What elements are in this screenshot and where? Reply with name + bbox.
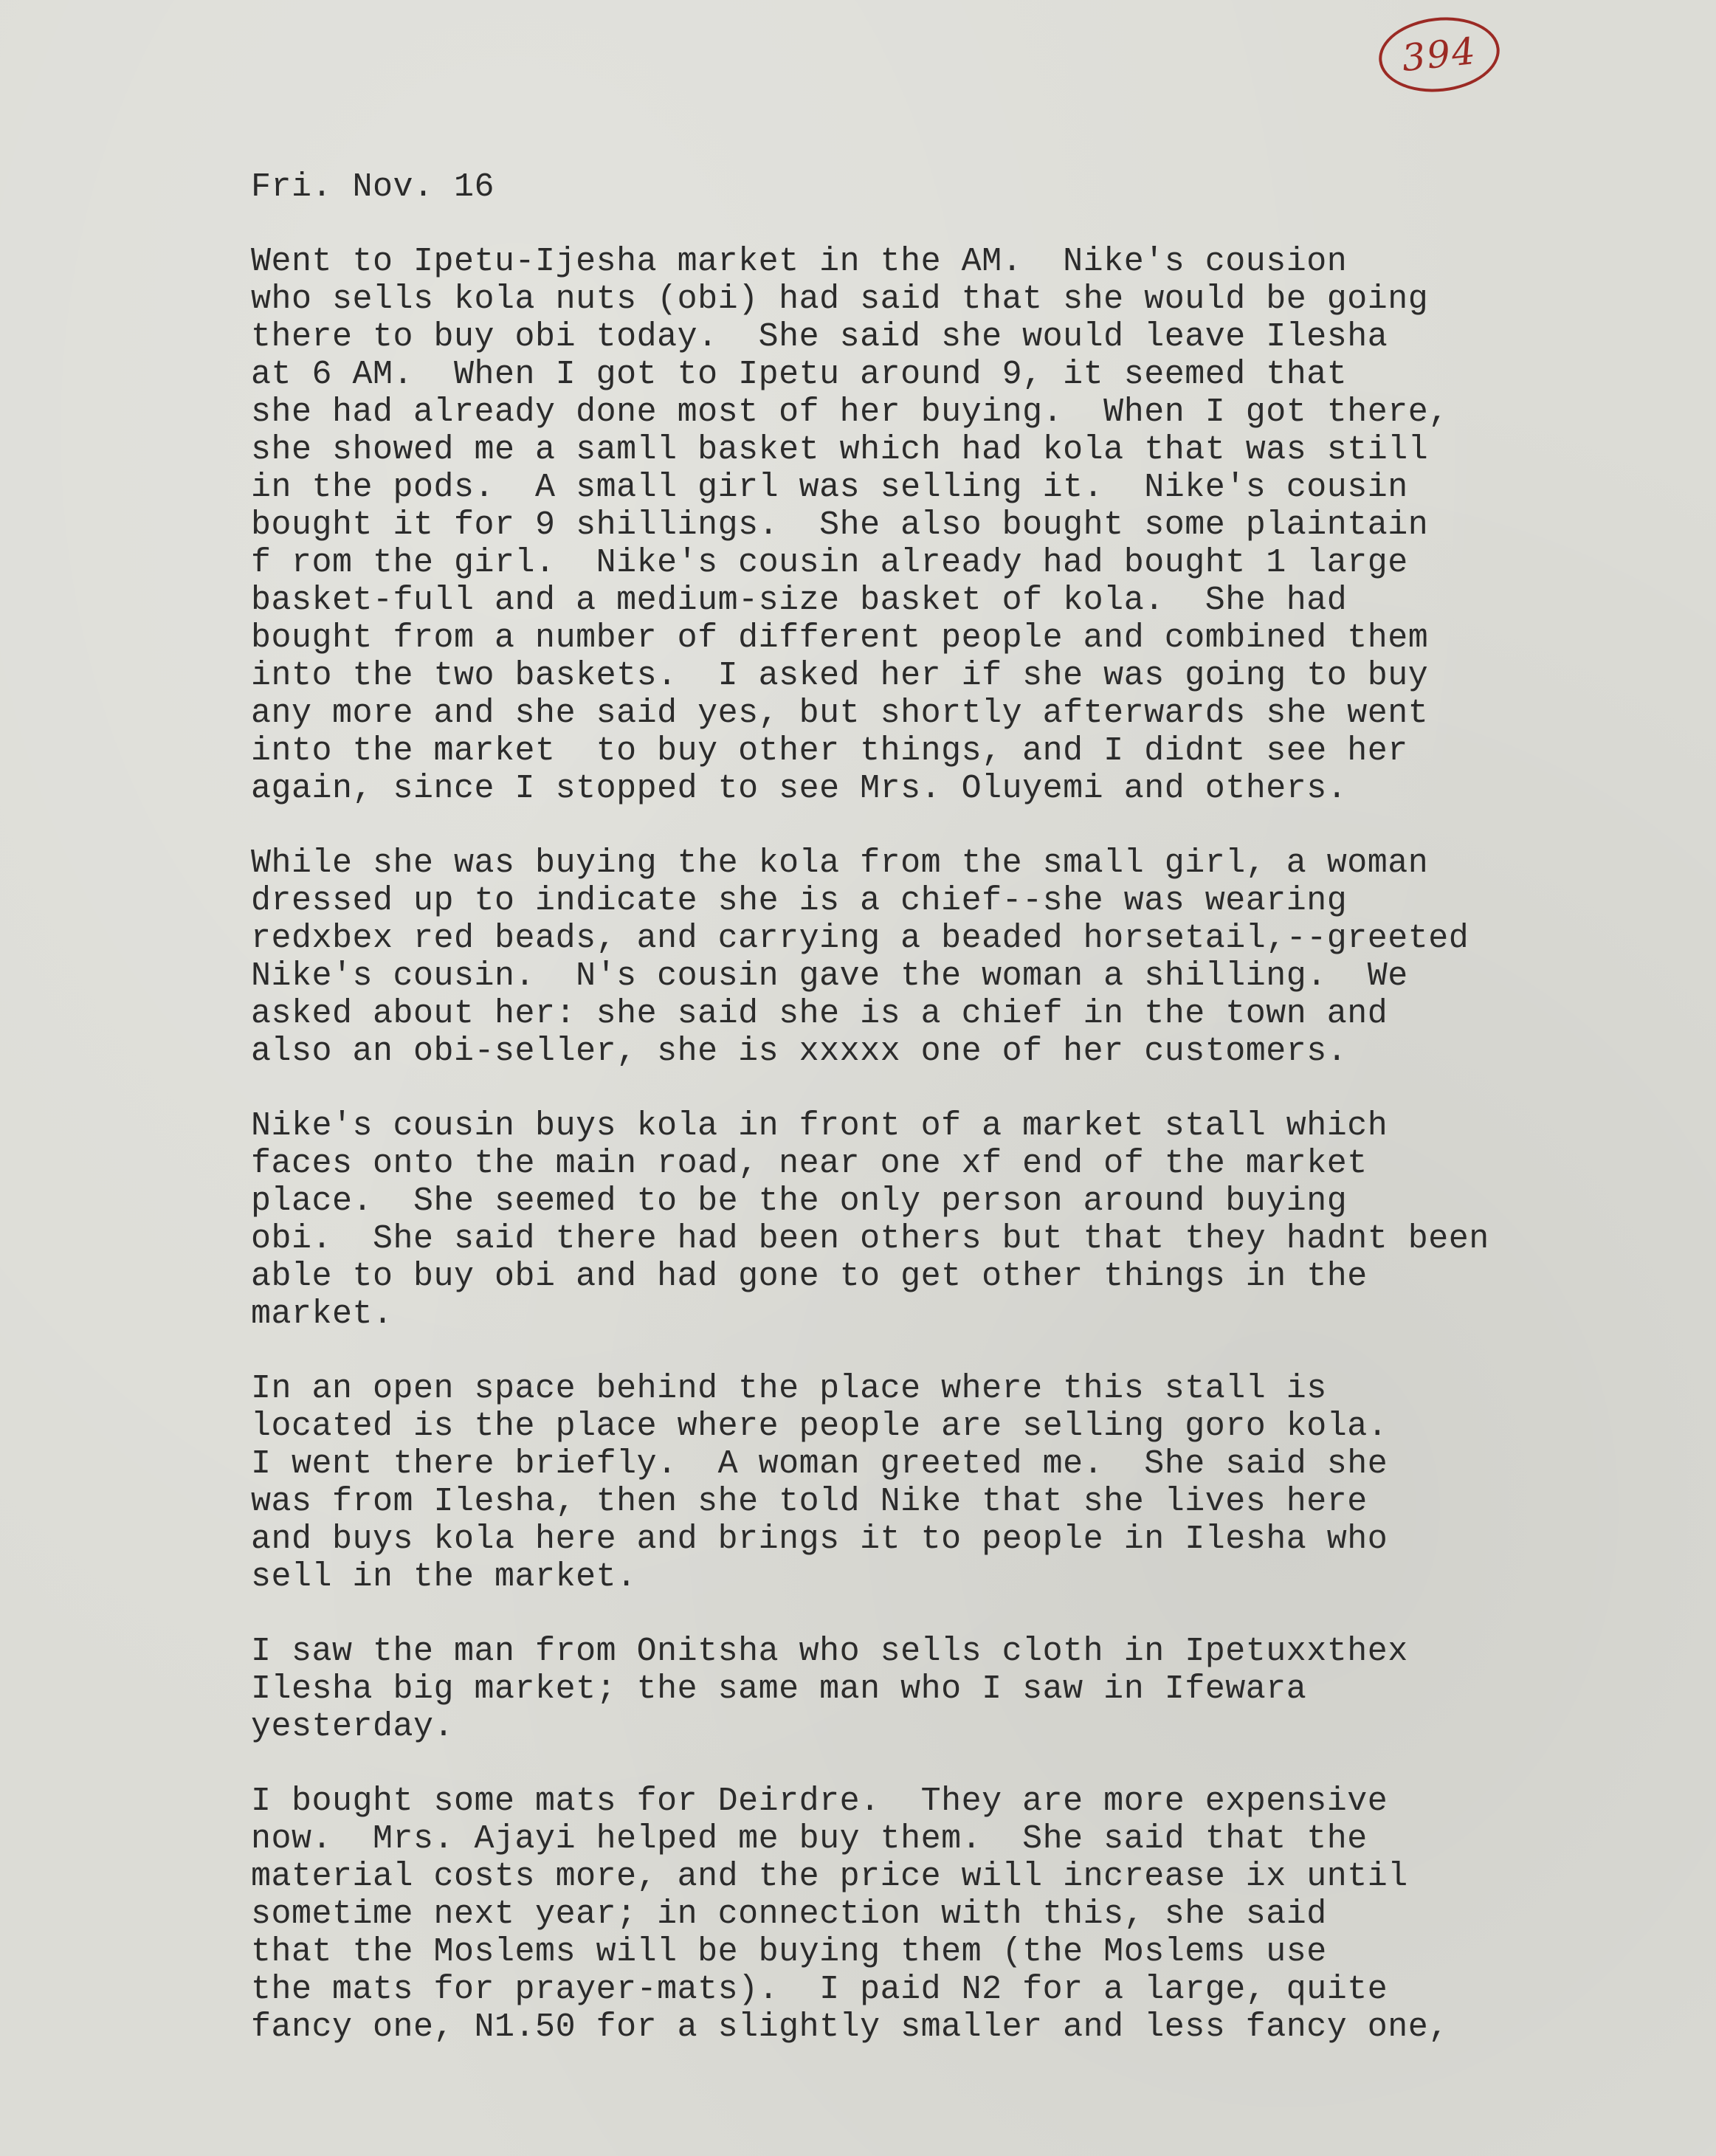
text-line: now. Mrs. Ajayi helped me buy them. She said that the: [251, 1820, 1368, 1858]
text-line: material costs more, and the price will increase ix until: [251, 1858, 1408, 1895]
text-line: faces onto the main road, near one xf end of the market: [251, 1145, 1368, 1182]
text-line: was from Ilesha, then she told Nike that she lives here: [251, 1483, 1368, 1520]
typed-text-block: [251, 168, 1698, 2083]
text-line: there to buy obi today. She said she would leave Ilesha: [251, 318, 1388, 356]
paragraph: [251, 1370, 1698, 1596]
paragraph: [251, 844, 1698, 1070]
paragraph: [251, 243, 1698, 807]
date-heading: Fri. Nov. 16: [251, 168, 495, 206]
text-line: located is the place where people are selling goro kola.: [251, 1408, 1388, 1445]
text-line: sell in the market.: [251, 1558, 637, 1596]
text-line: place. She seemed to be the only person around buying: [251, 1182, 1348, 1220]
text-line: f rom the girl. Nike's cousin already had bought 1 large: [251, 544, 1408, 582]
text-line: I bought some mats for Deirdre. They are more expensive: [251, 1783, 1388, 1820]
text-line: Ilesha big market; the same man who I saw in Ifewara: [251, 1670, 1307, 1708]
text-line: she had already done most of her buying. When I got there,: [251, 393, 1449, 431]
text-line: any more and she said yes, but shortly afterwards she went: [251, 695, 1429, 732]
page-number-circle: 394: [1375, 12, 1503, 98]
paragraph: [251, 1783, 1698, 2046]
text-line: obi. She said there had been others but that they hadnt been: [251, 1220, 1489, 1258]
text-line: basket-full and a medium-size basket of kola. She had: [251, 582, 1348, 619]
text-line: I went there briefly. A woman greeted me. She said she: [251, 1445, 1388, 1483]
text-line: yesterday.: [251, 1708, 455, 1746]
text-line: that the Moslems will be buying them (the Moslems use: [251, 1933, 1327, 1971]
text-line: able to buy obi and had gone to get other things in the: [251, 1258, 1368, 1295]
text-line: in the pods. A small girl was selling it. Nike's cousin: [251, 469, 1408, 506]
text-line: she showed me a samll basket which had kola that was still: [251, 431, 1429, 469]
text-line: and buys kola here and brings it to people in Ilesha who: [251, 1520, 1388, 1558]
text-line: Nike's cousin buys kola in front of a market stall which: [251, 1107, 1388, 1145]
text-line: sometime next year; in connection with this, she said: [251, 1895, 1327, 1933]
text-line: again, since I stopped to see Mrs. Oluyemi and others.: [251, 770, 1348, 807]
text-line: Nike's cousin. N's cousin gave the woman a shilling. We: [251, 957, 1408, 995]
text-line: While she was buying the kola from the small girl, a woman: [251, 844, 1429, 882]
text-line: bought from a number of different people and combined them: [251, 619, 1429, 657]
text-line: Went to Ipetu-Ijesha market in the AM. Nike's cousion: [251, 243, 1348, 280]
text-line: who sells kola nuts (obi) had said that she would be going: [251, 280, 1429, 318]
text-line: the mats for prayer-mats). I paid N2 for a large, quite: [251, 1971, 1388, 2008]
paragraph: [251, 1633, 1698, 1746]
text-line: market.: [251, 1295, 393, 1333]
paragraph: [251, 1107, 1698, 1333]
text-line: fancy one, N1.50 for a slightly smaller and less fancy one,: [251, 2008, 1449, 2046]
text-line: I saw the man from Onitsha who sells cloth in Ipetuxxthex: [251, 1633, 1408, 1670]
text-line: into the market to buy other things, and I didnt see her: [251, 732, 1408, 770]
text-line: In an open space behind the place where this stall is: [251, 1370, 1327, 1408]
text-line: bought it for 9 shillings. She also bought some plaintain: [251, 506, 1429, 544]
text-line: also an obi-seller, she is xxxxx one of her customers.: [251, 1033, 1348, 1070]
text-line: at 6 AM. When I got to Ipetu around 9, it seemed that: [251, 356, 1348, 393]
text-line: dressed up to indicate she is a chief--she was wearing: [251, 882, 1348, 920]
text-line: asked about her: she said she is a chief in the town and: [251, 995, 1388, 1033]
text-line: into the two baskets. I asked her if she was going to buy: [251, 657, 1429, 695]
text-line: redxbex red beads, and carrying a beaded horsetail,--greeted: [251, 920, 1469, 957]
